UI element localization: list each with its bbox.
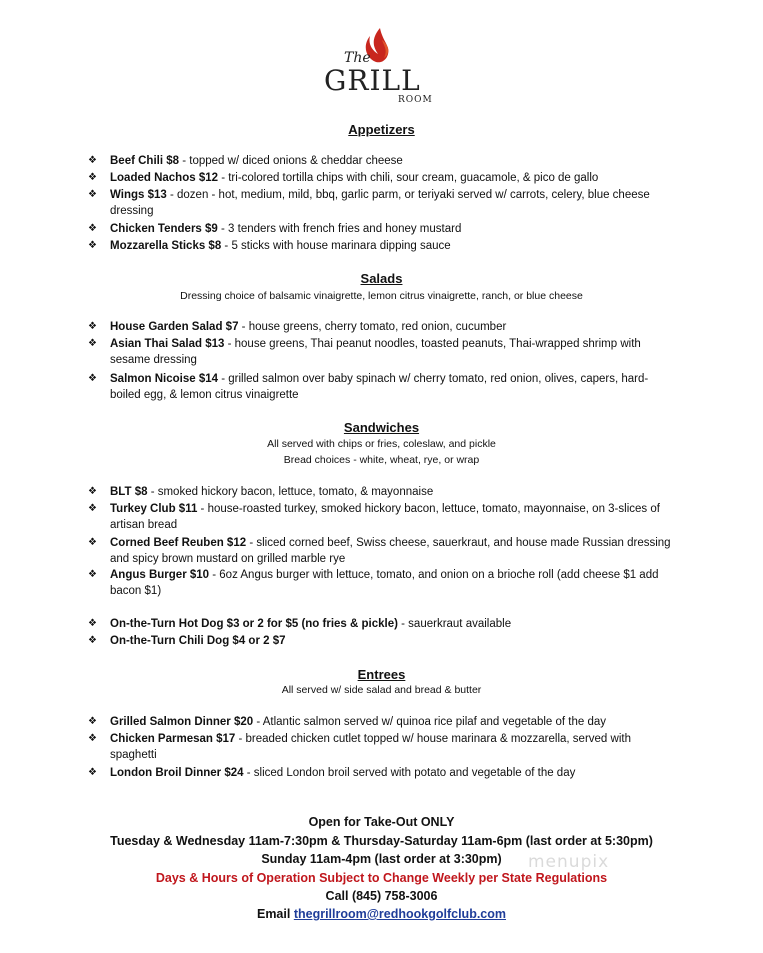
entrees-heading: Entrees [357,667,406,682]
menu-item [88,731,678,763]
item-name: Wings $13 [110,189,167,201]
bullet-icon: ❖ [88,716,97,727]
item-desc: - tri-colored tortilla chips with chili, sour cream, guacamole, & pico de gallo [218,172,599,184]
item-desc: - sliced corned beef, Swiss cheese, sauerkraut, and house made Russian dressing and spicy brown mustard on grilled marble rye [110,537,671,565]
bullet-icon: ❖ [88,618,97,629]
email-line [0,907,763,921]
item-desc: - Atlantic salmon served w/ quinoa rice pilaf and vegetable of the day [253,716,607,728]
item-name: Corned Beef Reuben $12 [110,537,247,549]
menu-item [88,170,678,186]
bullet-icon: ❖ [88,240,97,251]
sandwiches-note-1: All served with chips or fries, coleslaw, and pickle [267,438,496,450]
item-name: BLT $8 [110,486,148,498]
salads-heading: Salads [360,271,403,286]
menu-item [88,153,678,169]
item-desc: - breaded chicken cutlet topped w/ house marinara & mozzarella, served with spaghetti [110,733,631,761]
appetizers-heading: Appetizers [348,122,415,137]
logo-graphic [318,26,438,106]
item-desc: - topped w/ diced onions & cheddar cheese [179,155,403,167]
item-name: On-the-Turn Hot Dog $3 or 2 for $5 (no fries & pickle) [110,618,398,630]
item-desc: - smoked hickory bacon, lettuce, tomato, & mayonnaise [147,486,434,498]
item-desc: - sauerkraut available [397,618,512,630]
item-desc: - house greens, Thai peanut noodles, toasted peanuts, Thai-wrapped shrimp with sesame dressing [110,338,641,366]
menu-item [88,714,678,730]
menu-item [88,484,678,500]
bullet-icon: ❖ [88,486,97,497]
salads-note: Dressing choice of balsamic vinaigrette, lemon citrus vinaigrette, ranch, or blue cheese [180,290,583,302]
watermark: menupix [528,852,610,872]
bullet-icon: ❖ [88,321,97,332]
bullet-icon: ❖ [88,223,97,234]
item-name: Loaded Nachos $12 [110,172,219,184]
bullet-icon: ❖ [88,338,97,349]
menu-item [88,238,678,254]
logo-room: ROOM [398,95,433,105]
logo-the: The [344,50,371,66]
regulations-notice: Days & Hours of Operation Subject to Change Weekly per State Regulations [155,871,608,885]
logo-grill: GRILL [324,64,421,97]
sandwiches-note-2: Bread choices - white, wheat, rye, or wrap [283,454,480,466]
email-label: Email [256,907,294,921]
menu-item [88,221,678,237]
menu-item [88,765,678,781]
menu-item [88,187,678,219]
item-name: Salmon Nicoise $14 [110,373,219,385]
item-desc: - 6oz Angus burger with lettuce, tomato, and onion on a brioche roll (add cheese $1 add bacon $1) [110,569,659,597]
item-name: Mozzarella Sticks $8 [110,240,222,252]
item-desc: - grilled salmon over baby spinach w/ cherry tomato, red onion, olives, capers, hard-boiled egg, & lemon citrus vinaigrette [110,373,649,401]
bullet-icon: ❖ [88,503,97,514]
item-desc: - dozen - hot, medium, mild, bbq, garlic parm, or teriyaki served w/ carrots, celery, blue cheese dressing [110,189,650,217]
item-desc: - house-roasted turkey, smoked hickory bacon, lettuce, tomato, mayonnaise, on 3-slices of artisan bread [110,503,660,531]
item-name: Asian Thai Salad $13 [110,338,225,350]
menu-item [88,535,678,567]
item-name: Angus Burger $10 [110,569,210,581]
entrees-note: All served w/ side salad and bread & butter [281,684,482,696]
item-name: Turkey Club $11 [110,503,198,515]
item-name: Beef Chili $8 [110,155,180,167]
item-name: London Broil Dinner $24 [110,767,244,779]
menu-item [88,501,678,533]
phone-number: Call (845) 758-3006 [325,889,438,903]
bullet-icon: ❖ [88,189,97,200]
item-desc: - sliced London broil served with potato and vegetable of the day [243,767,576,779]
menu-item [88,633,678,649]
item-name: Grilled Salmon Dinner $20 [110,716,254,728]
hours-sunday: Sunday 11am-4pm (last order at 3:30pm) [261,852,502,866]
bullet-icon: ❖ [88,767,97,778]
menu-item [88,319,678,335]
item-name: Chicken Tenders $9 [110,223,218,235]
item-desc: - house greens, cherry tomato, red onion, cucumber [238,321,507,333]
item-desc: - 5 sticks with house marinara dipping sauce [221,240,451,252]
bullet-icon: ❖ [88,635,97,646]
bullet-icon: ❖ [88,537,97,548]
bullet-icon: ❖ [88,155,97,166]
bullet-icon: ❖ [88,172,97,183]
menu-item [88,616,678,632]
menu-item [88,371,678,403]
item-name: Chicken Parmesan $17 [110,733,236,745]
bullet-icon: ❖ [88,733,97,744]
item-name: On-the-Turn Chili Dog $4 or 2 $7 [110,635,286,647]
bullet-icon: ❖ [88,569,97,580]
grill-room-logo [318,26,438,106]
item-name: House Garden Salad $7 [110,321,239,333]
menu-item [88,567,678,599]
email-link[interactable]: thegrillroom@redhookgolfclub.com [293,907,507,921]
item-desc: - 3 tenders with french fries and honey mustard [217,223,462,235]
sandwiches-heading: Sandwiches [343,420,420,435]
bullet-icon: ❖ [88,373,97,384]
menu-item [88,336,678,368]
hours-weekday: Tuesday & Wednesday 11am-7:30pm & Thursday-Saturday 11am-6pm (last order at 5:30pm) [110,834,653,848]
takeout-notice: Open for Take-Out ONLY [308,815,455,829]
